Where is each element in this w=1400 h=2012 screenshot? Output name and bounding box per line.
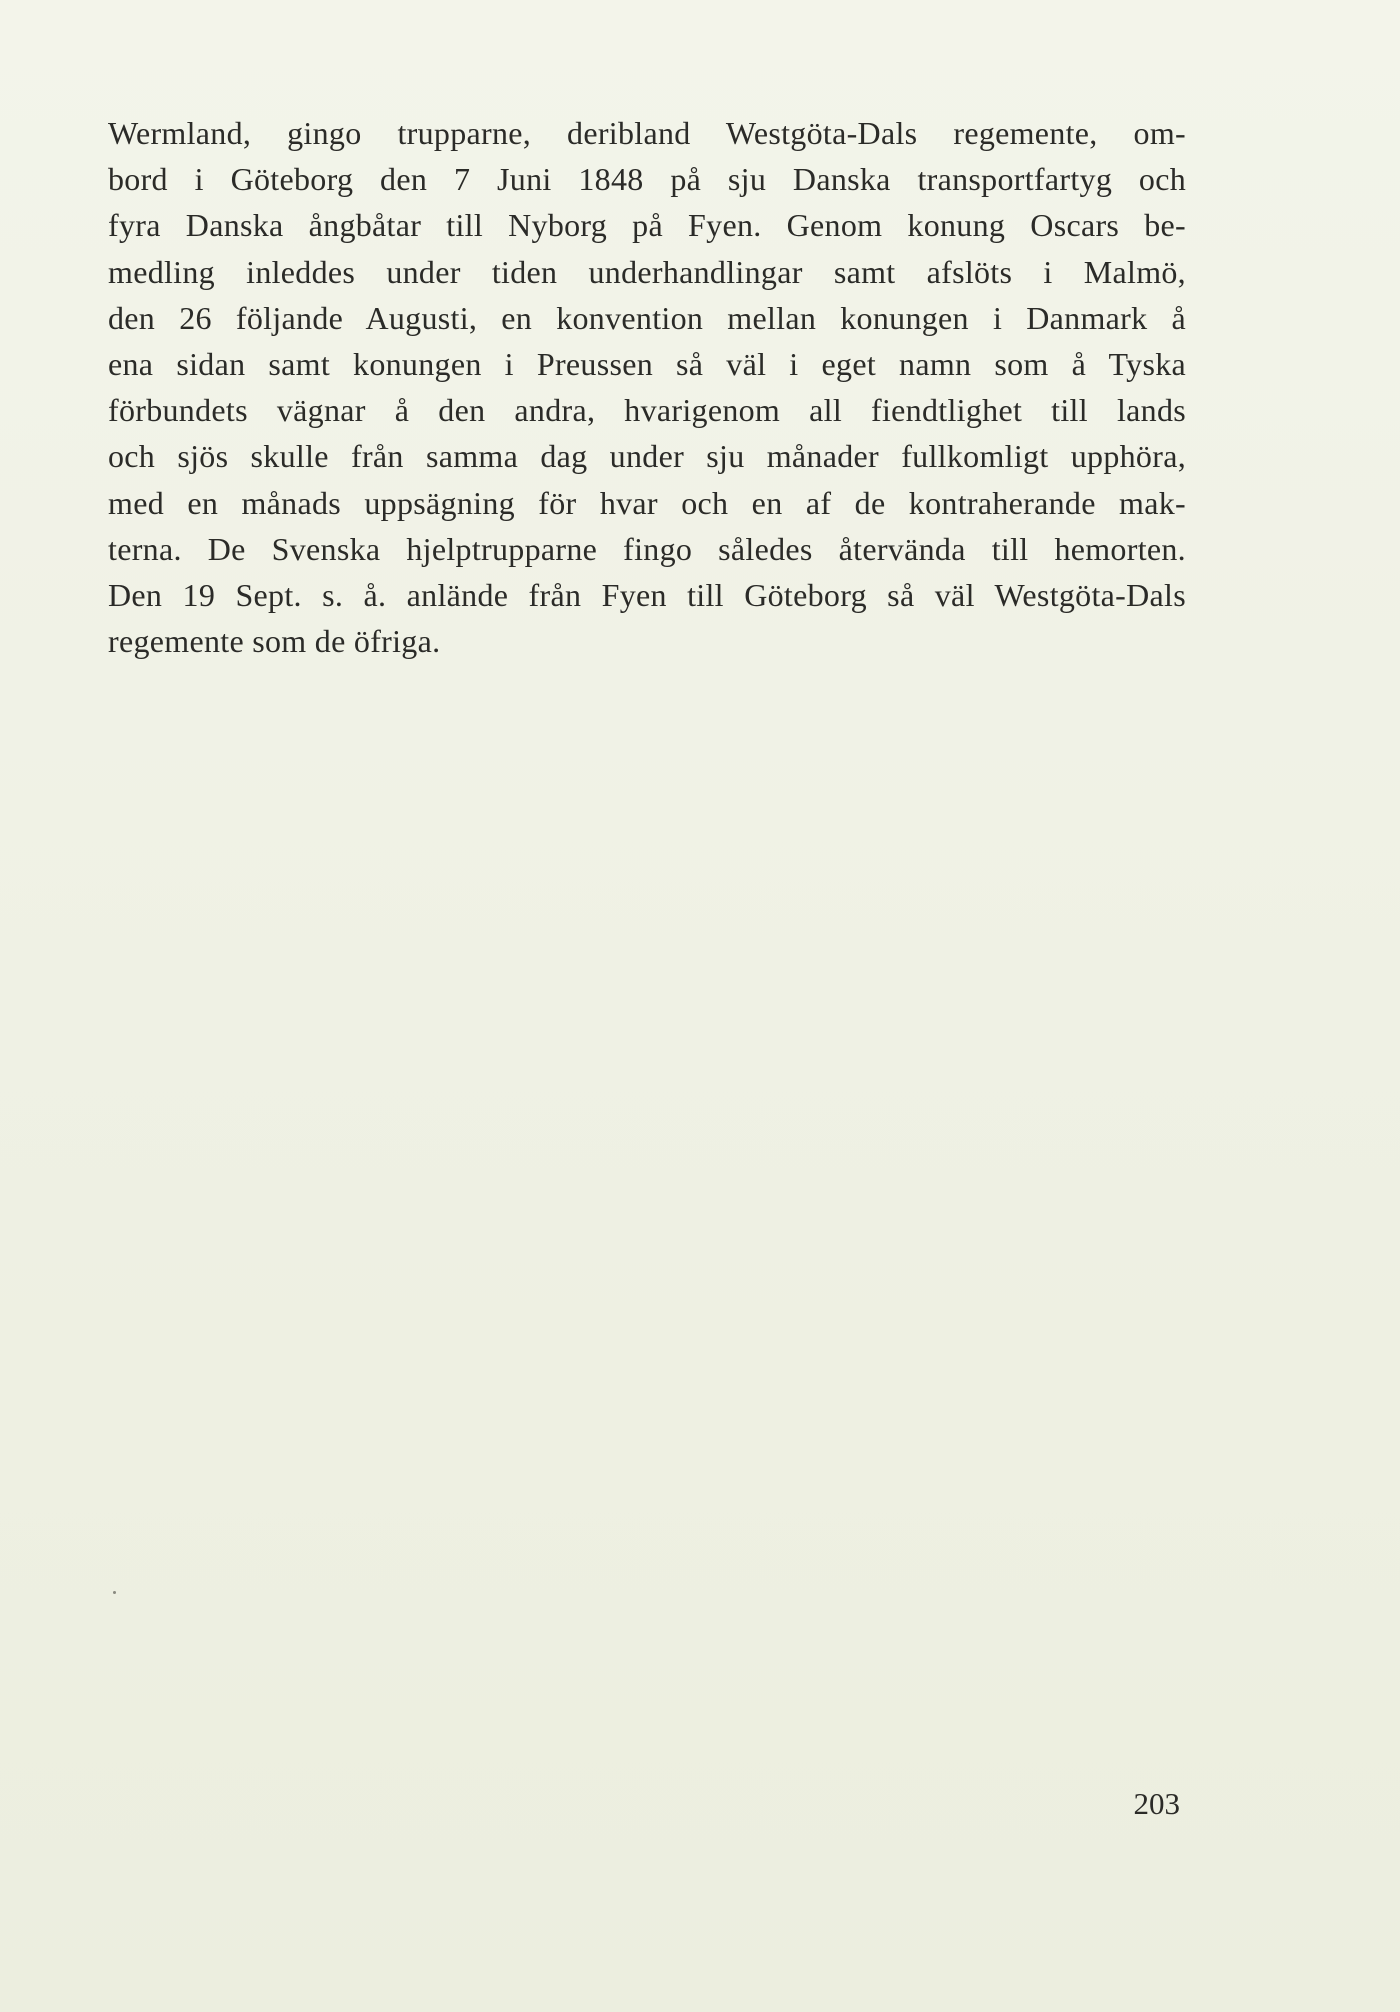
text-line: Den 19 Sept. s. å. anlände från Fyen till Göteborg så väl Westgöta-Dals [108,576,1186,613]
text-line: Wermland, gingo trupparne, deribland Westgöta-Dals regemente, om- [108,115,1186,151]
text-line: ena sidan samt konungen i Preussen så väl i eget namn som å Tyska [108,345,1186,382]
page-number: 203 [1133,1786,1180,1821]
text-line-last: regemente som de öfriga. [108,623,441,660]
text-line: med en månads uppsägning för hvar och en af de kontraherande mak- [108,484,1186,521]
ink-speck [113,1591,116,1594]
text-line: förbundets vägnar å den andra, hvarigenom all fiendtlighet till lands [108,392,1186,429]
text-line: den 26 följande Augusti, en konvention mellan konungen i Danmark å [108,299,1186,336]
body-text [108,110,1186,664]
text-line: bord i Göteborg den 7 Juni 1848 på sju Danska transportfartyg och [108,161,1186,198]
text-line: medling inleddes under tiden underhandlingar samt afslöts i Malmö, [108,253,1186,290]
text-line: terna. De Svenska hjelptrupparne fingo således återvända till hemorten. [108,530,1186,567]
text-line: och sjös skulle från samma dag under sju månader fullkomligt upphöra, [108,438,1186,475]
text-line: fyra Danska ångbåtar till Nyborg på Fyen. Genom konung Oscars be- [108,207,1186,244]
